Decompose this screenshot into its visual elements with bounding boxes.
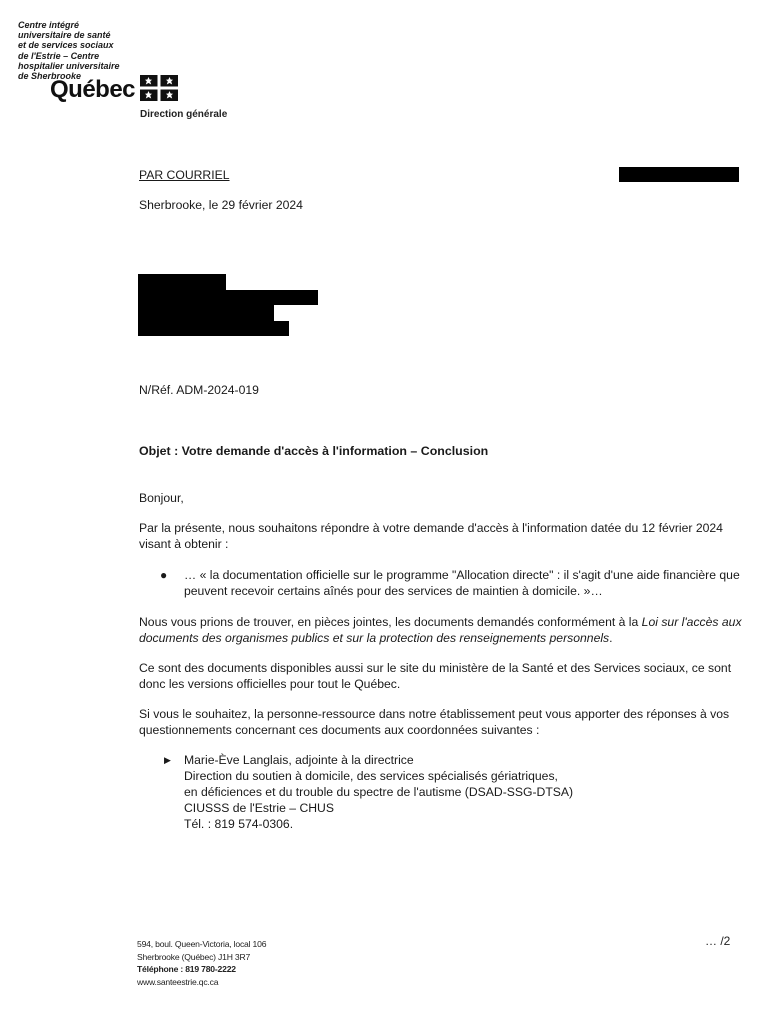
page-continuation-marker: … /2 xyxy=(705,934,731,948)
footer-address xyxy=(137,938,266,988)
place-date: Sherbrooke, le 29 février 2024 xyxy=(139,198,303,212)
footer-website: www.santeestrie.qc.ca xyxy=(137,976,219,987)
department-name: Direction générale xyxy=(140,109,228,120)
footer-line: 594, boul. Queen-Victoria, local 106 xyxy=(137,939,267,949)
org-line: hospitalier universitaire xyxy=(18,60,120,71)
contact-block xyxy=(184,752,573,832)
body-paragraph xyxy=(139,614,754,646)
org-line: de Sherbrooke xyxy=(18,71,82,82)
body-paragraph: Par la présente, nous souhaitons répondre à votre demande d'accès à l'information datée du 12 février 2024 visant à obtenir : xyxy=(139,521,723,551)
org-line: Centre intégré xyxy=(18,20,80,30)
subject-line: Objet : Votre demande d'accès à l'information – Conclusion xyxy=(139,444,489,458)
org-line: de l'Estrie – Centre xyxy=(18,50,100,61)
redacted-recipient-line xyxy=(138,290,318,305)
bullet-icon: ● xyxy=(160,568,168,582)
quebec-wordmark: Québec xyxy=(50,76,136,103)
redaction-bar xyxy=(619,167,739,182)
quebec-flag-icon xyxy=(140,75,178,101)
body-paragraph: Ce sont des documents disponibles aussi sur le site du ministère de la Santé et des Services sociaux, ce sont donc les versions officielles pour tout le Québec. xyxy=(139,661,732,691)
org-line: universitaire de santé xyxy=(18,30,111,41)
reference-number: N/Réf. ADM-2024-019 xyxy=(139,383,259,397)
delivery-method: PAR COURRIEL xyxy=(139,168,230,182)
body-paragraph: Si vous le souhaitez, la personne-ressource dans notre établissement peut vous apporter des réponses à vos questionnements concernant ces documents aux coordonnées suivantes : xyxy=(139,707,730,737)
arrow-bullet-icon: ▶ xyxy=(164,755,171,765)
footer-phone: Téléphone : 819 780-2222 xyxy=(137,964,236,974)
contact-line: CIUSSS de l'Estrie – CHUS xyxy=(184,801,334,815)
contact-line: en déficiences et du trouble du spectre de l'autisme (DSAD-SSG-DTSA) xyxy=(184,785,574,799)
organization-name xyxy=(18,20,120,81)
contact-line: Marie-Ève Langlais, adjointe à la directrice xyxy=(184,753,414,767)
paragraph-text: Nous vous prions de trouver, en pièces jointes, les documents demandés conformément à la xyxy=(139,615,642,629)
law-title: Loi sur l'accès aux documents des organismes publics et sur la protection des renseignements personnels xyxy=(139,615,742,645)
request-quote: … « la documentation officielle sur le programme "Allocation directe" : il s'agit d'une aide financière que peuvent recevoir certains aînés pour des services de maintien à domicile. »… xyxy=(184,568,740,598)
greeting: Bonjour, xyxy=(139,491,184,505)
org-line: et de services sociaux xyxy=(18,40,114,51)
redacted-recipient-line xyxy=(138,321,289,336)
contact-line: Direction du soutien à domicile, des services spécialisés gériatriques, xyxy=(184,769,558,783)
paragraph-text: . xyxy=(609,631,613,645)
footer-line: Sherbrooke (Québec) J1H 3R7 xyxy=(137,951,251,962)
redacted-recipient-line xyxy=(138,274,226,290)
contact-line: Tél. : 819 574-0306. xyxy=(184,817,294,831)
redacted-recipient-line xyxy=(138,305,274,321)
